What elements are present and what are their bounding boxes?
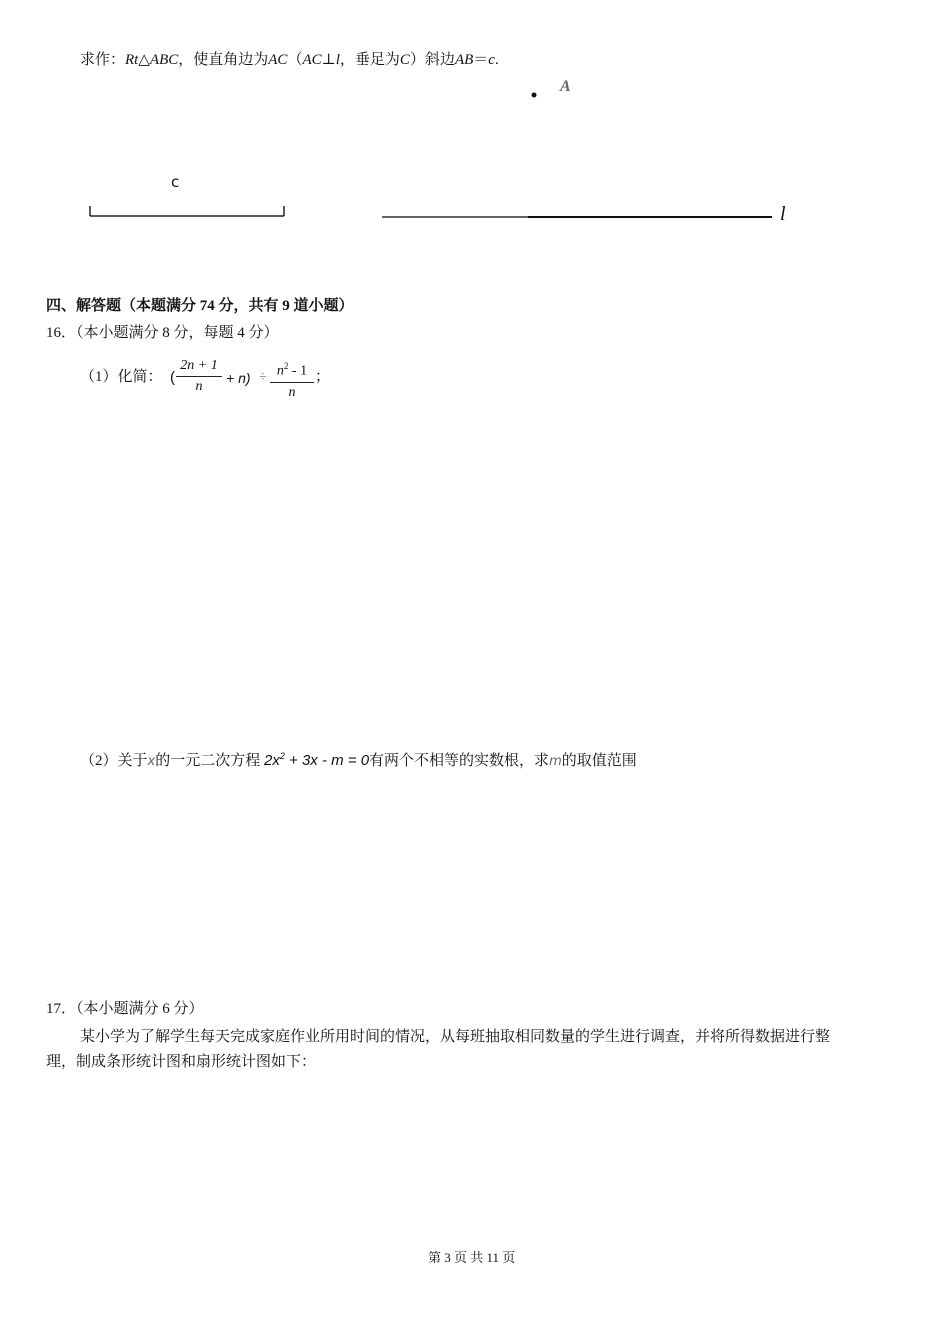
q17-body-line-2: 理，制成条形统计图和扇形统计图如下：	[46, 1054, 317, 1070]
q16-header-text: （本小题满分 8 分，每题 4 分）	[76, 325, 279, 341]
q17-number: 17．	[46, 1001, 77, 1017]
line-l-label: l	[780, 203, 786, 225]
triangle-name: ABC	[149, 52, 179, 68]
construction-text-2: ，垂足为	[339, 52, 400, 68]
q16-part2-mid2: 有两个不相等的实数根，求	[369, 753, 550, 769]
q16-f2-n: n	[276, 363, 284, 379]
q16-plus-n: + n)	[226, 370, 251, 386]
point-c: C	[399, 52, 410, 68]
q16-var-m: m	[549, 754, 562, 769]
q16-part2-end: 的取值范围	[561, 753, 637, 769]
construction-figure	[0, 70, 950, 240]
point-a-label: A	[560, 78, 571, 95]
paren-open: （	[287, 52, 303, 68]
q17-header-text: （本小题满分 6 分）	[76, 1001, 204, 1017]
segment-c-label: c	[171, 173, 180, 191]
q16-equation	[264, 752, 369, 769]
rt-label: Rt	[125, 52, 139, 68]
page-footer: 第 3 页 共 11 页	[428, 1250, 516, 1265]
q16-part1-prefix: （1）化简：	[80, 369, 163, 385]
q16-part2-mid: 的一元二次方程	[155, 753, 261, 769]
q16-f1-numerator: 2n + 1	[180, 358, 218, 373]
q17-body-line-1: 某小学为了解学生每天完成家庭作业所用时间的情况，从每班抽取相同数量的学生进行调查，并将所得数据进行整	[80, 1029, 831, 1045]
construction-text-1: ，使直角边为	[178, 52, 269, 68]
triangle-symbol: △	[138, 52, 150, 68]
q16-f1-denominator: n	[195, 379, 203, 394]
q16-var-x: x	[147, 754, 156, 769]
period: .	[494, 52, 499, 68]
q16-fraction-2	[270, 357, 314, 402]
leg-ac-2: AC	[302, 52, 322, 68]
construction-prefix: 求作：	[80, 52, 126, 68]
perp-symbol: ⊥	[321, 52, 336, 68]
section-title: 四、解答题（本题满分 74 分，共有 9 道小题）	[46, 298, 354, 314]
q17-header	[46, 999, 204, 1019]
q16-semicolon: ；	[315, 369, 331, 385]
equals-sign: ＝	[473, 52, 489, 68]
q16-f2-denominator: n	[288, 384, 296, 400]
q16-eq-a: 2x	[263, 752, 280, 769]
q16-f2-numerator	[270, 357, 314, 381]
q16-divide: ÷	[259, 370, 267, 385]
hypotenuse-ab: AB	[454, 52, 474, 68]
q16-header	[46, 323, 279, 343]
q16-number: 16．	[46, 325, 77, 341]
q16-f1-bar	[176, 376, 222, 377]
q16-f2-sup: 2	[283, 361, 289, 371]
line-l: l	[335, 52, 340, 68]
point-a-dot	[532, 93, 537, 98]
q16-f2-bar	[270, 382, 314, 383]
leg-ac: AC	[268, 52, 288, 68]
q16-f2-rest: - 1	[288, 363, 308, 379]
q16-fraction-1	[176, 357, 222, 396]
q16-part2-prefix: （2）关于	[80, 753, 148, 769]
length-c: c	[488, 52, 495, 68]
q16-open-paren: (	[170, 369, 175, 386]
q16-part2	[80, 746, 637, 772]
construction-text-3: ）斜边	[409, 52, 455, 68]
q16-eq-sup: 2	[279, 751, 285, 761]
q16-eq-b: + 3x - m = 0	[284, 752, 370, 769]
construction-requirement	[80, 50, 499, 70]
